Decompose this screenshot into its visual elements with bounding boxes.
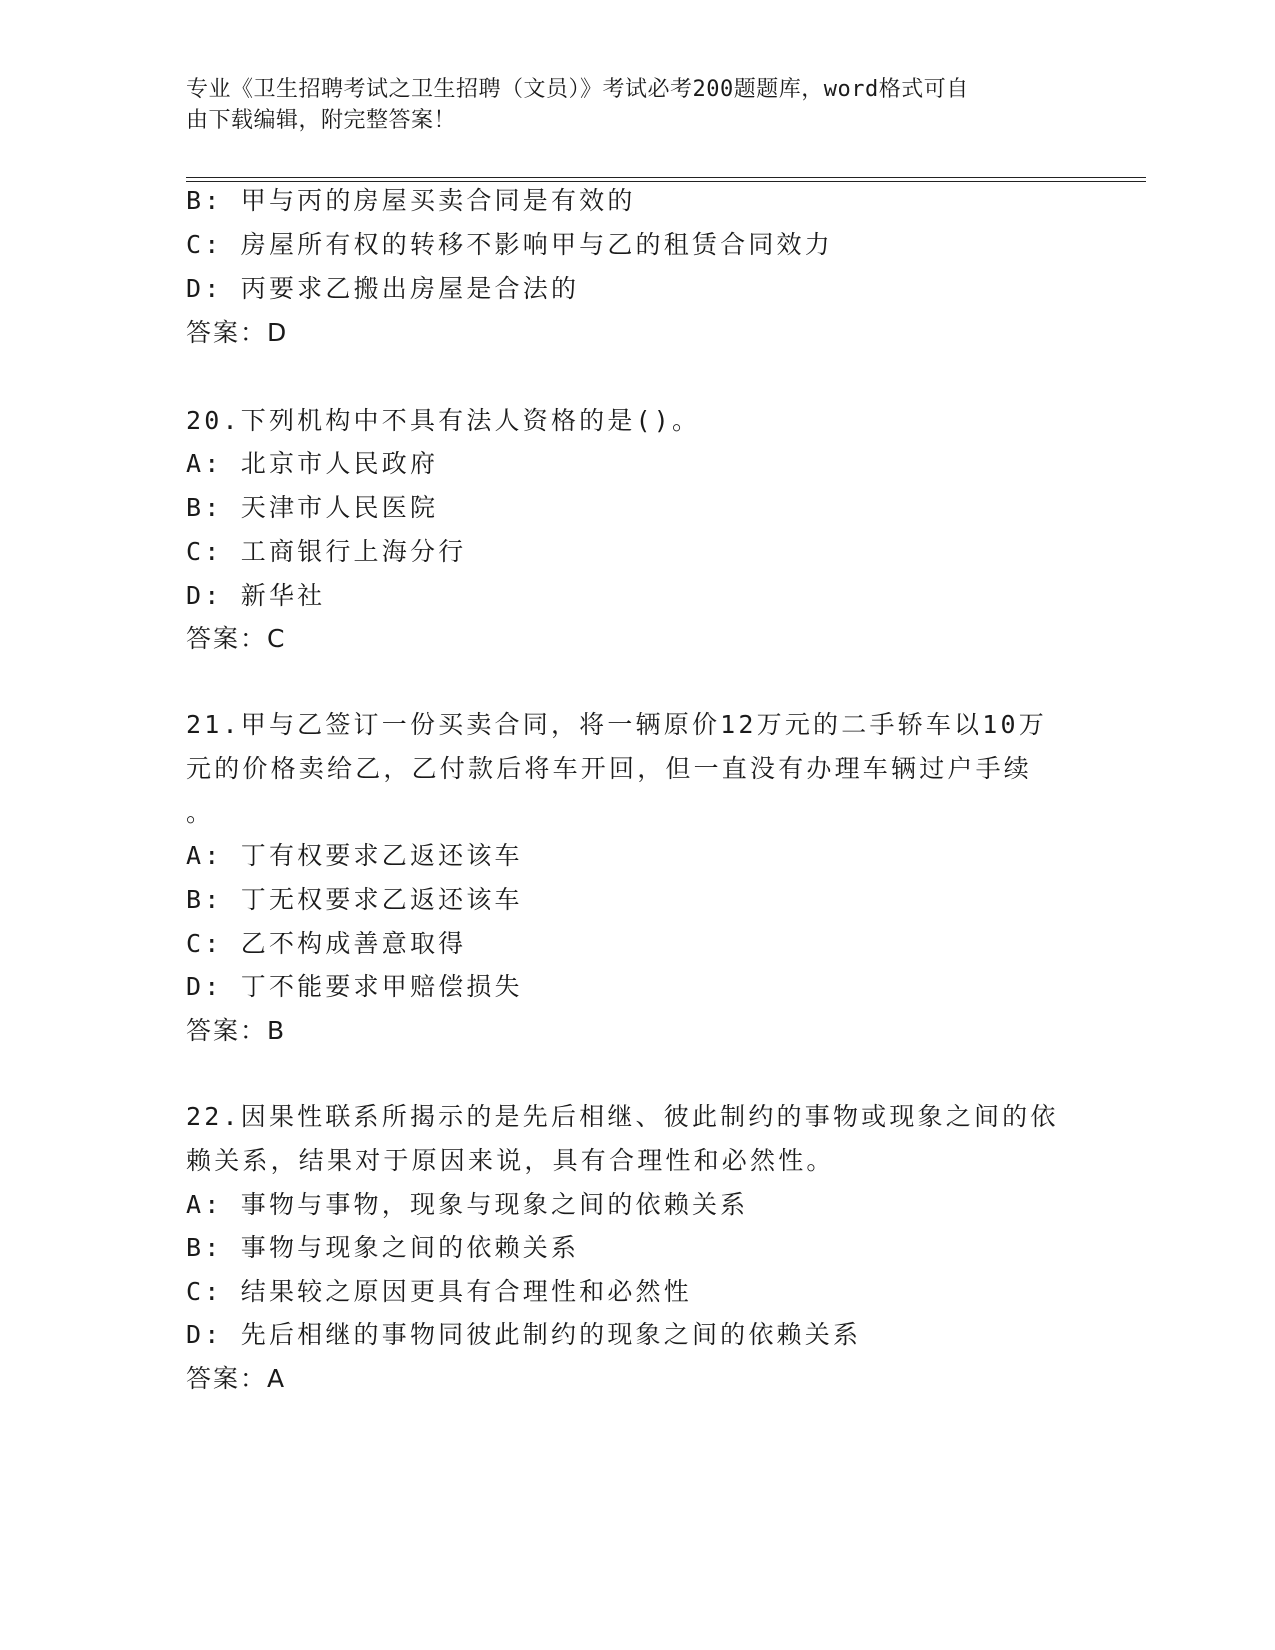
q20-option-d: D: 新华社 — [186, 581, 326, 610]
q21-stem-line-2: 元的价格卖给乙，乙付款后将车开回，但一直没有办理车辆过户手续 — [186, 754, 1033, 783]
header-line-2: 由下载编辑，附完整答案！ — [186, 108, 457, 133]
document-header — [186, 74, 1086, 136]
q19-option-c: C: 房屋所有权的转移不影响甲与乙的租赁合同效力 — [186, 230, 833, 259]
q21-option-c: C: 乙不构成善意取得 — [186, 929, 467, 958]
q21-stem-line-3: 。 — [186, 798, 215, 827]
q22-option-b: B: 事物与现象之间的依赖关系 — [186, 1233, 580, 1262]
q21-option-a: A: 丁有权要求乙返还该车 — [186, 841, 523, 870]
q21-stem-line-1: 21.甲与乙签订一份买卖合同，将一辆原价12万元的二手轿车以10万 — [186, 710, 1047, 739]
q20-option-c: C: 工商银行上海分行 — [186, 537, 467, 566]
q22-answer: 答案：A — [186, 1364, 287, 1393]
q22-option-d: D: 先后相继的事物同彼此制约的现象之间的依赖关系 — [186, 1320, 862, 1349]
q21-option-d: D: 丁不能要求甲赔偿损失 — [186, 972, 523, 1001]
q22-stem-line-2: 赖关系，结果对于原因来说，具有合理性和必然性。 — [186, 1146, 835, 1175]
q22-stem-line-1: 22.因果性联系所揭示的是先后相继、彼此制约的事物或现象之间的依 — [186, 1102, 1059, 1131]
header-line-1: 专业《卫生招聘考试之卫生招聘（文员）》考试必考200题题库，word格式可自 — [186, 77, 969, 102]
header-divider — [186, 177, 1146, 182]
q21-option-b: B: 丁无权要求乙返还该车 — [186, 885, 523, 914]
q19-option-b: B: 甲与丙的房屋买卖合同是有效的 — [186, 186, 636, 215]
q20-stem: 20.下列机构中不具有法人资格的是()。 — [186, 406, 701, 435]
q20-option-b: B: 天津市人民医院 — [186, 493, 439, 522]
q21-answer: 答案：B — [186, 1016, 287, 1045]
q20-option-a: A: 北京市人民政府 — [186, 449, 439, 478]
q19-option-d: D: 丙要求乙搬出房屋是合法的 — [186, 274, 580, 303]
q19-answer: 答案：D — [186, 318, 289, 347]
q20-answer: 答案：C — [186, 624, 287, 653]
q22-option-c: C: 结果较之原因更具有合理性和必然性 — [186, 1277, 692, 1306]
q22-option-a: A: 事物与事物，现象与现象之间的依赖关系 — [186, 1190, 749, 1219]
